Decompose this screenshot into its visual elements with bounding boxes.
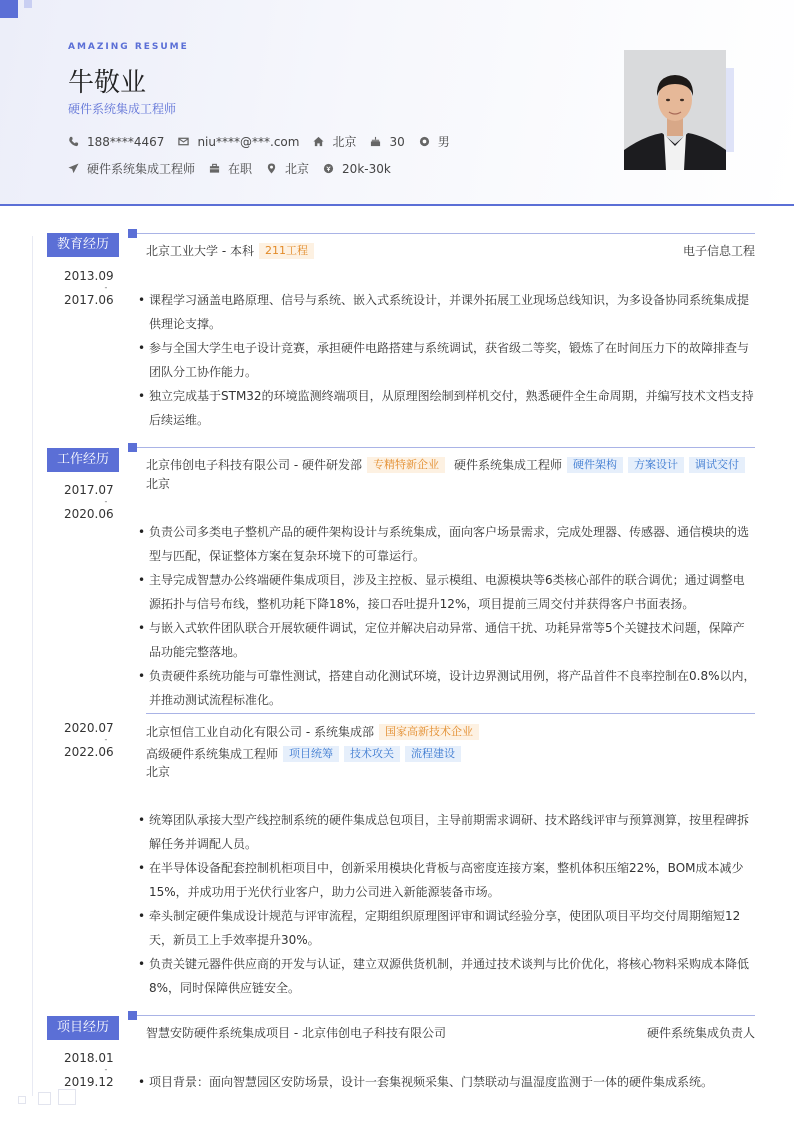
resume-header — [0, 0, 794, 206]
job-title: 高级硬件系统集成工程师 — [146, 747, 279, 761]
education-bullets — [136, 288, 756, 432]
section-rule — [137, 447, 755, 448]
tagline: AMAZING RESUME — [68, 42, 189, 52]
corner-decoration — [0, 0, 18, 18]
job-city: 北京 — [146, 765, 171, 779]
skill-tag: 硬件架构 — [567, 457, 623, 473]
company-name: 北京恒信工业自动化有限公司 - 系统集成部 — [146, 725, 374, 739]
date-end: 2022.06 — [64, 745, 114, 759]
job-bullets — [136, 520, 756, 712]
mail-icon — [178, 136, 189, 147]
school-tag: 211工程 — [259, 243, 314, 259]
email-item — [178, 135, 299, 149]
skill-tag: 技术攻关 — [344, 746, 400, 762]
bullet-item: • 负责硬件系统功能与可靠性测试，搭建自动化测试环境，设计边界测试用例，将产品首件不良率控制在0.8%以内，并推动测试流程标准化。 — [136, 664, 756, 712]
position-item — [68, 160, 195, 177]
candidate-role: 硬件系统集成工程师 — [68, 102, 177, 116]
location-item — [266, 160, 309, 177]
bullet-item: • 主导完成智慧办公终端硬件集成项目，涉及主控板、显示模组、电源模块等6类核心部件的联合调优；通过调整电源拓扑与信号布线，整机功耗下降18%，接口吞吐提升12%，项目提前三周交付并获得客户书面表扬。 — [136, 568, 756, 616]
company-name: 北京伟创电子科技有限公司 - 硬件研发部 — [146, 458, 362, 472]
section-rule — [137, 1015, 755, 1016]
status-item — [209, 160, 252, 177]
section-label-work: 工作经历 — [47, 448, 119, 472]
job-title-row — [146, 745, 755, 762]
corner-decoration — [24, 0, 32, 8]
phone-icon — [68, 136, 79, 147]
bullet-item: • 统筹团队承接大型产线控制系统的硬件集成总包项目，主导前期需求调研、技术路线评审与预算测算，按里程碑拆解任务并调配人员。 — [136, 808, 756, 856]
footer-decoration — [18, 1096, 26, 1104]
city-text: 北京 — [332, 135, 357, 149]
education-dates: 2013.09 - 2017.06 — [64, 269, 114, 307]
project-name: 智慧安防硬件系统集成项目 - 北京伟创电子科技有限公司 — [146, 1026, 446, 1040]
project-dates: 2018.01 - 2019.12 — [64, 1051, 114, 1089]
job-dates: 2020.07 - 2022.06 — [64, 721, 114, 759]
gender-icon — [419, 136, 430, 147]
contact-row — [68, 133, 464, 150]
bullet-item: • 参与全国大学生电子设计竞赛，承担硬件电路搭建与系统调试，获省级二等奖，锻炼了在时间压力下的故障排查与团队分工协作能力。 — [136, 336, 756, 384]
section-marker — [128, 229, 137, 238]
project-role: 硬件系统集成负责人 — [646, 1026, 755, 1040]
bullet-item: • 与嵌入式软件团队联合开展软硬件调试，定位并解决启动异常、通信干扰、功耗异常等5个关键技术问题，保障产品功能完整落地。 — [136, 616, 756, 664]
job-dates: 2017.07 - 2020.06 — [64, 483, 114, 521]
salary-text: 20k-30k — [342, 161, 391, 176]
home-icon — [313, 136, 324, 147]
date-end: 2020.06 — [64, 507, 114, 521]
date-end: 2019.12 — [64, 1075, 114, 1089]
profile-photo — [624, 50, 726, 170]
cake-icon — [370, 136, 381, 147]
project-bullets — [136, 1070, 756, 1094]
section-rule — [137, 233, 755, 234]
bullet-item: • 负责关键元器件供应商的开发与认证，建立双源供货机制，并通过技术谈判与比价优化，将核心物料采购成本降低8%，同时保障供应链安全。 — [136, 952, 756, 1000]
job-header — [146, 723, 755, 740]
city-item — [313, 133, 356, 150]
skill-tag: 流程建设 — [405, 746, 461, 762]
date-start: 2017.07 — [64, 483, 114, 497]
project-header — [146, 1024, 755, 1041]
job-title: 硬件系统集成工程师 — [453, 458, 562, 472]
job-header — [146, 456, 755, 473]
bullet-item: • 课程学习涵盖电路原理、信号与系统、嵌入式系统设计，并课外拓展工业现场总线知识，为多设备协同系统集成提供理论支撑。 — [136, 288, 756, 336]
footer-decoration — [38, 1092, 51, 1105]
bullet-item: • 独立完成基于STM32的环境监测终端项目，从原理图绘制到样机交付，熟悉硬件全生命周期，并编写技术文档支持后续运维。 — [136, 384, 756, 432]
skill-tag: 项目统筹 — [283, 746, 339, 762]
bullet-item: • 在半导体设备配套控制机柜项目中，创新采用模块化背板与高密度连接方案，整机体积压缩22%，BOM成本减少15%，并成功用于光伏行业客户，助力公司进入新能源装备市场。 — [136, 856, 756, 904]
status-text: 在职 — [228, 162, 253, 176]
education-header — [146, 242, 755, 259]
age-item — [370, 135, 404, 149]
section-label-projects: 项目经历 — [47, 1016, 119, 1040]
phone-item — [68, 135, 164, 149]
position-text: 硬件系统集成工程师 — [87, 162, 196, 176]
send-icon — [68, 163, 79, 174]
money-icon — [323, 163, 334, 174]
location-text: 北京 — [285, 162, 310, 176]
job-divider — [146, 713, 755, 714]
date-end: 2017.06 — [64, 293, 114, 307]
candidate-name: 牛敬业 — [68, 68, 147, 98]
gender-text: 男 — [437, 135, 450, 149]
school-name: 北京工业大学 - 本科 — [146, 244, 254, 258]
job-bullets — [136, 808, 756, 1000]
age-text: 30 — [389, 134, 405, 149]
timeline-spine — [32, 236, 33, 1096]
bullet-item: • 牵头制定硬件集成设计规范与评审流程，定期组织原理图评审和调试经验分享，使团队项目平均交付周期缩短12天，新员工上手效率提升30%。 — [136, 904, 756, 952]
major: 电子信息工程 — [682, 244, 755, 258]
intent-row — [68, 160, 405, 177]
section-marker — [128, 1011, 137, 1020]
phone-text: 188****4467 — [87, 134, 165, 149]
bullet-item: • 项目背景：面向智慧园区安防场景，设计一套集视频采集、门禁联动与温湿度监测于一体的硬件集成系统。 — [136, 1070, 756, 1094]
bullet-item: • 负责公司多类电子整机产品的硬件架构设计与系统集成，面向客户场景需求，完成处理器、传感器、通信模块的选型与匹配，保证整体方案在复杂环境下的可靠运行。 — [136, 520, 756, 568]
date-start: 2018.01 — [64, 1051, 114, 1065]
section-label-education: 教育经历 — [47, 233, 119, 257]
skill-tag: 调试交付 — [689, 457, 745, 473]
gender-item — [419, 133, 450, 150]
skill-tag: 方案设计 — [628, 457, 684, 473]
email-text: niu****@***.com — [197, 134, 300, 149]
date-start: 2013.09 — [64, 269, 114, 283]
footer-decoration — [58, 1089, 76, 1105]
briefcase-icon — [209, 163, 220, 174]
company-tag: 专精特新企业 — [367, 457, 445, 473]
job-city: 北京 — [146, 477, 171, 491]
section-marker — [128, 443, 137, 452]
location-pin-icon — [266, 163, 277, 174]
date-start: 2020.07 — [64, 721, 114, 735]
company-tag: 国家高新技术企业 — [379, 724, 479, 740]
salary-item — [323, 162, 391, 176]
